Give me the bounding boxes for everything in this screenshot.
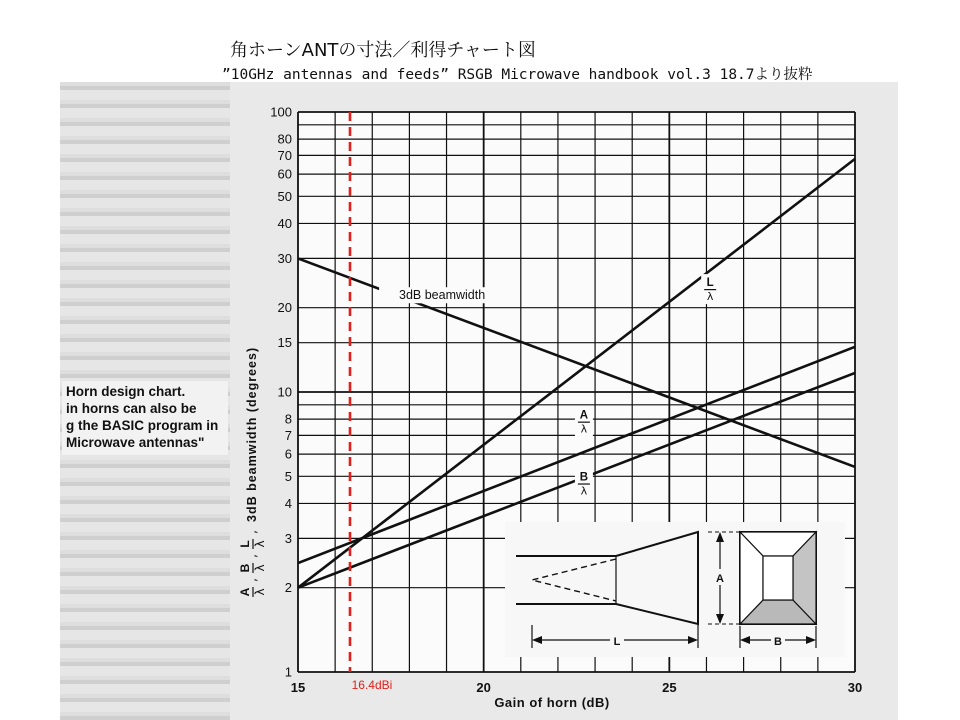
y-tick-label-5: 5 [284, 468, 292, 484]
y-tick-label-70: 70 [277, 147, 292, 163]
y-label-a-den: λ [253, 588, 267, 596]
y-tick-label-7: 7 [284, 427, 292, 443]
series-label-beamwidth: 3dB beamwidth [399, 288, 486, 303]
y-axis-label [238, 347, 267, 597]
x-tick-label-25: 25 [662, 680, 677, 695]
y-tick-label-3: 3 [284, 530, 292, 546]
y-tick-label-20: 20 [277, 300, 292, 316]
y-label-text: 3dB beamwidth (degrees) [245, 346, 259, 522]
y-tick-label-2: 2 [284, 580, 292, 596]
x-tick-label-20: 20 [476, 680, 491, 695]
series-label-num-2: A [579, 409, 589, 422]
series-label-num-3: B [579, 471, 589, 484]
a-dimension-label: A [716, 573, 724, 585]
caption-line-1: Horn design chart. [66, 384, 186, 399]
y-label-b-den: λ [253, 564, 267, 572]
x-tick-label-30: 30 [847, 680, 863, 695]
l-dimension-label: L [613, 636, 621, 648]
y-label-sep-2: , [245, 554, 259, 558]
y-tick-label-1: 1 [284, 664, 292, 680]
b-dimension-label: B [774, 636, 782, 648]
caption-line-2: in horns can also be [66, 401, 197, 416]
series-label-den-1: λ [706, 290, 714, 304]
y-tick-label-15: 15 [277, 335, 292, 351]
y-label-l-num: L [238, 540, 252, 548]
caption-line-4: Microwave antennas" [66, 435, 205, 450]
y-tick-label-100: 100 [270, 104, 292, 120]
y-tick-label-60: 60 [277, 166, 292, 182]
y-tick-label-4: 4 [284, 495, 292, 511]
y-tick-label-8: 8 [284, 411, 292, 427]
series-label-num-1: L [706, 277, 714, 290]
y-tick-label-50: 50 [277, 188, 292, 204]
horn-front-throat [763, 556, 793, 600]
y-tick-label-10: 10 [277, 384, 292, 400]
gain-marker-label: 16.4dBi [351, 678, 393, 692]
y-label-a-num: A [238, 587, 252, 597]
page-subtitle: ”10GHz antennas and feeds” RSGB Microwave handbook vol.3 18.7より抜粋 [222, 67, 813, 83]
y-tick-label-30: 30 [277, 250, 292, 266]
y-tick-label-6: 6 [284, 446, 292, 462]
caption-line-3: g the BASIC program in [66, 418, 219, 433]
x-axis-label: Gain of horn (dB) [494, 695, 610, 710]
y-label-sep-1: , [245, 578, 259, 582]
series-label-den-3: λ [580, 484, 588, 498]
x-tick-label-15: 15 [290, 680, 306, 695]
y-tick-label-80: 80 [277, 131, 292, 147]
page-title: 角ホーンANTの寸法／利得チャート図 [230, 40, 536, 61]
series-label-den-2: λ [580, 422, 588, 436]
y-label-b-num: B [238, 563, 252, 573]
y-label-l-den: λ [253, 540, 267, 548]
y-label-sep-3: , [245, 530, 259, 534]
horn-dimension-inset [505, 522, 845, 657]
y-tick-label-40: 40 [277, 215, 292, 231]
